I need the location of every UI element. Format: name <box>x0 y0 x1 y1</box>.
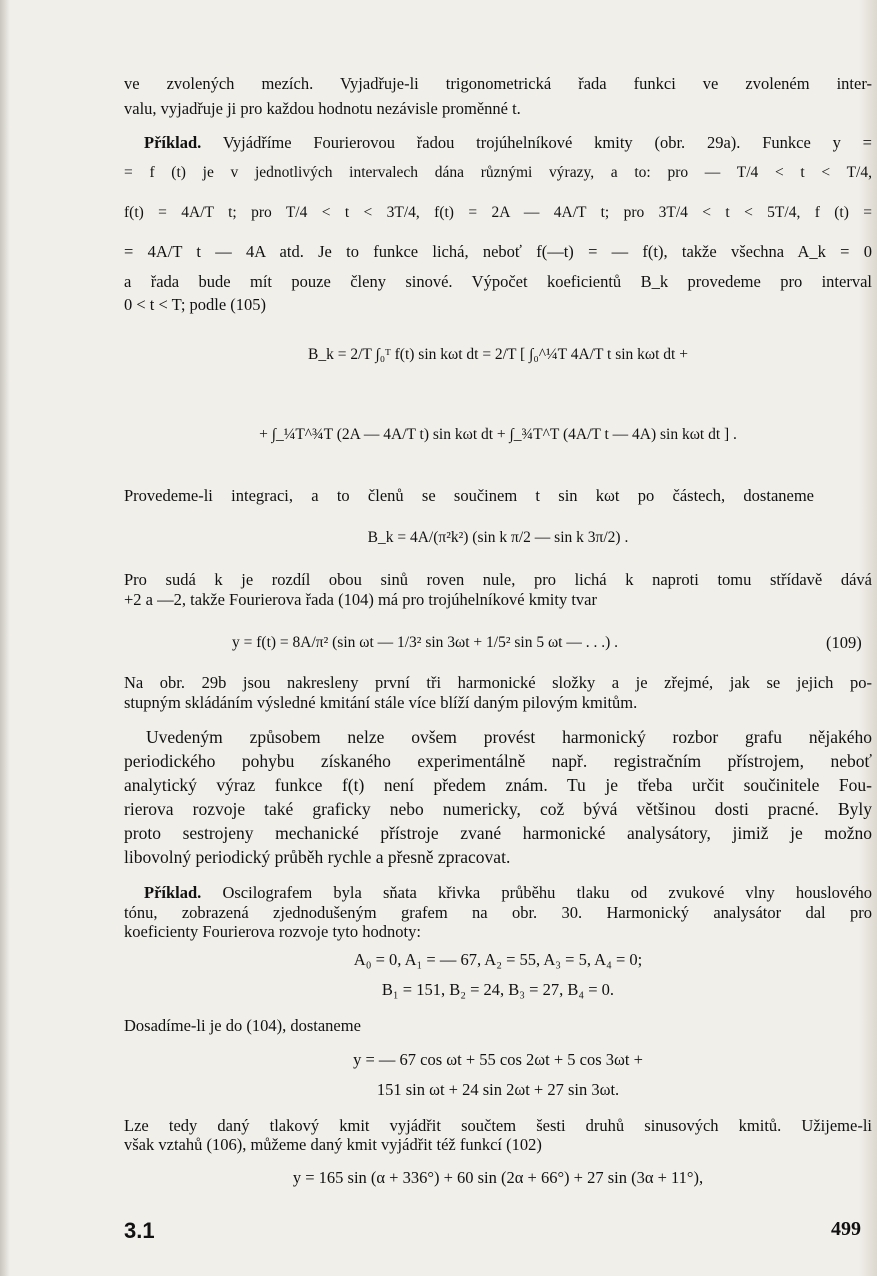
equation-y-line1: y = — 67 cos ωt + 55 cos 2ωt + 5 cos 3ωt + <box>353 1050 643 1069</box>
paragraph-line: analytický výraz funkce f(t) není předem znám. Tu je třeba určit součinitele Fou- <box>124 775 872 795</box>
example-line: 0 < t < T; podle (105) <box>124 295 267 314</box>
example-line: = 4A/T t — 4A atd. Je to funkce lichá, neboť f(—t) = — f(t), takže všechna A_k = 0 <box>124 242 872 261</box>
example-line <box>144 883 872 903</box>
equation-number: (109) <box>826 633 862 652</box>
equation-bk2: B_k = 4A/(π²k²) (sin k π/2 — sin k 3π/2) . <box>367 529 629 546</box>
page-number: 499 <box>831 1218 861 1240</box>
paragraph-line: rierova rozvoje také graficky nebo numericky, což bývá většinou dosti pracné. Byly <box>124 799 872 819</box>
page-left-edge <box>0 0 10 1276</box>
example-line: f(t) = 4A/T t; pro T/4 < t < 3T/4, f(t) = 2A — 4A/T t; pro 3T/4 < t < 5T/4, f (t) = <box>124 204 872 221</box>
text-line: však vztahů (106), můžeme daný kmit vyjádřit též funkcí (102) <box>124 1135 542 1154</box>
equation-bk-line1: B_k = 2/T ∫₀ᵀ f(t) sin kωt dt = 2/T [ ∫₀^¼T 4A/T t sin kωt dt + <box>308 346 688 363</box>
example-line: tónu, zobrazená zjednodušeným grafem na obr. 30. Harmonický analysátor dal pro <box>124 903 872 922</box>
paragraph-line: Uvedeným způsobem nelze ovšem provést harmonický rozbor grafu nějakého <box>146 727 872 747</box>
text-line: Dosadíme-li je do (104), dostaneme <box>124 1016 361 1035</box>
text-line: Provedeme-li integraci, a to členů se součinem t sin kωt po částech, dostaneme <box>124 486 814 505</box>
text-line: +2 a —2, takže Fourierova řada (104) má pro trojúhelníkové kmity tvar <box>124 590 597 609</box>
example-text: Oscilografem byla sňata křivka průběhu tlaku od zvukové vlny houslového <box>201 883 872 902</box>
text-line: valu, vyjadřuje ji pro každou hodnotu nezávisle proměnné t. <box>124 99 521 118</box>
paragraph-line: periodického pohybu získaného experimentálně např. registračním přístrojem, neboť <box>124 751 872 771</box>
text-line: Na obr. 29b jsou nakresleny první tři harmonické složky a je zřejmé, jak se jejich po- <box>124 673 872 692</box>
equation-bk-line2: + ∫_¼T^¾T (2A — 4A/T t) sin kωt dt + ∫_¾T^T (4A/T t — 4A) sin kωt dt ] . <box>259 426 737 443</box>
example-lead: Příklad. <box>144 133 202 152</box>
equation-109: y = f(t) = 8A/π² (sin ωt — 1/3² sin 3ωt + 1/5² sin 5 ωt — . . .) . <box>232 634 619 651</box>
coefficients-a: A₀ = 0, A₁ = — 67, A₂ = 55, A₃ = 5, A₄ = 0; <box>353 950 643 969</box>
example-text: Vyjádříme Fourierovou řadou trojúhelníkové kmity (obr. 29a). Funkce y = <box>201 133 872 152</box>
section-number: 3.1 <box>124 1218 155 1243</box>
equation-y-line2: 151 sin ωt + 24 sin 2ωt + 27 sin 3ωt. <box>376 1080 620 1099</box>
paragraph-line: proto sestrojeny mechanické přístroje zvané harmonické analysátory, jimiž je možno <box>124 823 872 843</box>
example-line: koeficienty Fourierova rozvoje tyto hodnoty: <box>124 922 421 941</box>
example-line: = f (t) je v jednotlivých intervalech dána různými výrazy, a to: pro — T/4 < t < T/4, <box>124 164 872 181</box>
example-line <box>144 133 872 153</box>
text-line: ve zvolených mezích. Vyjadřuje-li trigonometrická řada funkci ve zvoleném inter- <box>124 74 872 93</box>
paragraph-line: libovolný periodický průběh rychle a přesně zpracovat. <box>124 847 511 867</box>
example-lead: Příklad. <box>144 883 202 902</box>
coefficients-b: B₁ = 151, B₂ = 24, B₃ = 27, B₄ = 0. <box>381 980 615 999</box>
text-line: stupným skládáním výsledné kmitání stále více blíží daným pilovým kmitům. <box>124 693 638 712</box>
equation-final: y = 165 sin (α + 336°) + 60 sin (2α + 66°) + 27 sin (3α + 11°), <box>292 1168 704 1187</box>
text-line: Pro sudá k je rozdíl obou sinů roven nule, pro lichá k naproti tomu střídavě dává <box>124 570 872 589</box>
text-line: Lze tedy daný tlakový kmit vyjádřit součtem šesti druhů sinusových kmitů. Užijeme-li <box>124 1116 872 1135</box>
example-line: a řada bude mít pouze členy sinové. Výpočet koeficientů B_k provedeme pro interval <box>124 272 872 291</box>
